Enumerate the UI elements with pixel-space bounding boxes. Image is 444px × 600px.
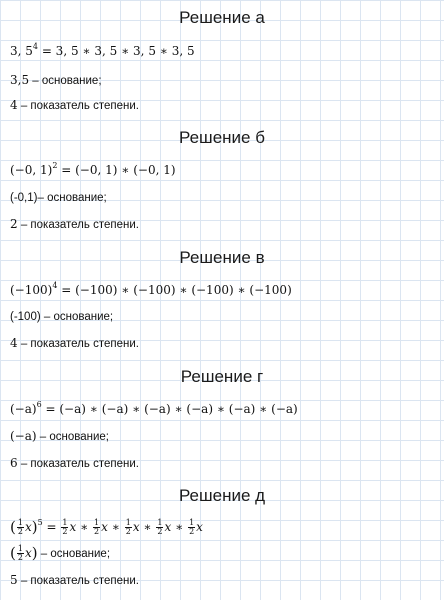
- exponent-value: 4: [10, 336, 18, 350]
- section-heading-b: Решение б: [179, 128, 265, 147]
- fraction: $\frac{1}{2}$: [189, 518, 195, 536]
- exponent-line-d: [10, 573, 139, 587]
- fraction: $\frac{1}{2}$: [157, 518, 163, 536]
- base-text: – основание;: [29, 75, 102, 87]
- section-heading-d: Решение д: [178, 486, 266, 505]
- base-text: – основание;: [36, 431, 109, 443]
- exponent-line-g: [10, 456, 139, 470]
- base-line-a: [10, 73, 102, 87]
- section-heading-g: Решение г: [180, 367, 264, 386]
- section-heading-v: Решение в: [179, 248, 265, 267]
- equation-rhs: = (−0, 1) ∗ (−0, 1): [57, 163, 176, 177]
- base-value: 3,5: [10, 73, 30, 87]
- fraction: $\frac{1}{2}$: [94, 518, 100, 536]
- base-value: ( $\frac{1}{2}$ x): [10, 544, 38, 562]
- base-text: – основание;: [37, 548, 111, 560]
- fraction: $\frac{1}{2}$: [62, 518, 68, 536]
- equation-exponent: 2: [52, 161, 58, 170]
- base-value: (−a): [10, 429, 37, 443]
- exponent-line-a: [10, 98, 139, 112]
- exponent-value: 2: [10, 217, 18, 231]
- fraction: $\frac{1}{2}$: [17, 518, 23, 536]
- exponent-text: – показатель степени.: [17, 219, 139, 231]
- equation-exponent: 4: [52, 281, 58, 290]
- base-text: – основание;: [37, 192, 107, 204]
- exponent-value: 6: [10, 456, 18, 470]
- equation-rhs: = (−100) ∗ (−100) ∗ (−100) ∗ (−100): [57, 283, 292, 297]
- exponent-text: – показатель степени.: [17, 338, 139, 350]
- equation-base: 3, 5: [10, 44, 33, 58]
- exponent-value: 5: [10, 573, 18, 587]
- equation-exponent: 5: [37, 518, 43, 527]
- equation-g: [10, 402, 298, 416]
- equation-a: [10, 44, 195, 58]
- fraction: $\frac{1}{2}$: [125, 518, 131, 536]
- base-line-g: [10, 429, 109, 443]
- equation-rhs: = 3, 5 ∗ 3, 5 ∗ 3, 5 ∗ 3, 5: [38, 44, 195, 58]
- exponent-text: – показатель степени.: [17, 458, 139, 470]
- equation-rhs: = (−a) ∗ (−a) ∗ (−a) ∗ (−a) ∗ (−a) ∗ (−a): [41, 402, 298, 416]
- section-heading-a: Решение а: [179, 8, 265, 27]
- base-value: (-0,1): [10, 192, 38, 204]
- equation-d: ( $\frac{1}{2}$ x)$^5$ = $\frac{1}{2}$ x ∗ $\frac{1}{2}$ x ∗ $\frac{1}{2}$ x ∗ $\frac{1}{2}$ x ∗ $\frac{1}{2}$ x: [10, 518, 203, 536]
- exponent-text: – показатель степени.: [17, 100, 139, 112]
- exponent-line-b: [10, 217, 139, 231]
- equation-base: (−a): [10, 402, 37, 416]
- base-text: – основание;: [40, 311, 114, 323]
- base-line-v: [10, 310, 113, 323]
- base-line-b: [10, 191, 107, 204]
- exponent-text: – показатель степени.: [17, 575, 139, 587]
- base-line-d: [10, 544, 110, 562]
- equation-b: [10, 163, 176, 177]
- equation-exponent: 6: [36, 400, 42, 409]
- exponent-line-v: [10, 336, 139, 350]
- equation-exponent: 4: [32, 42, 38, 51]
- base-value: (-100): [10, 311, 41, 323]
- exponent-value: 4: [10, 98, 18, 112]
- equation-base: (−100): [10, 283, 53, 297]
- equation-v: [10, 283, 292, 297]
- equation-base: (−0, 1): [10, 163, 53, 177]
